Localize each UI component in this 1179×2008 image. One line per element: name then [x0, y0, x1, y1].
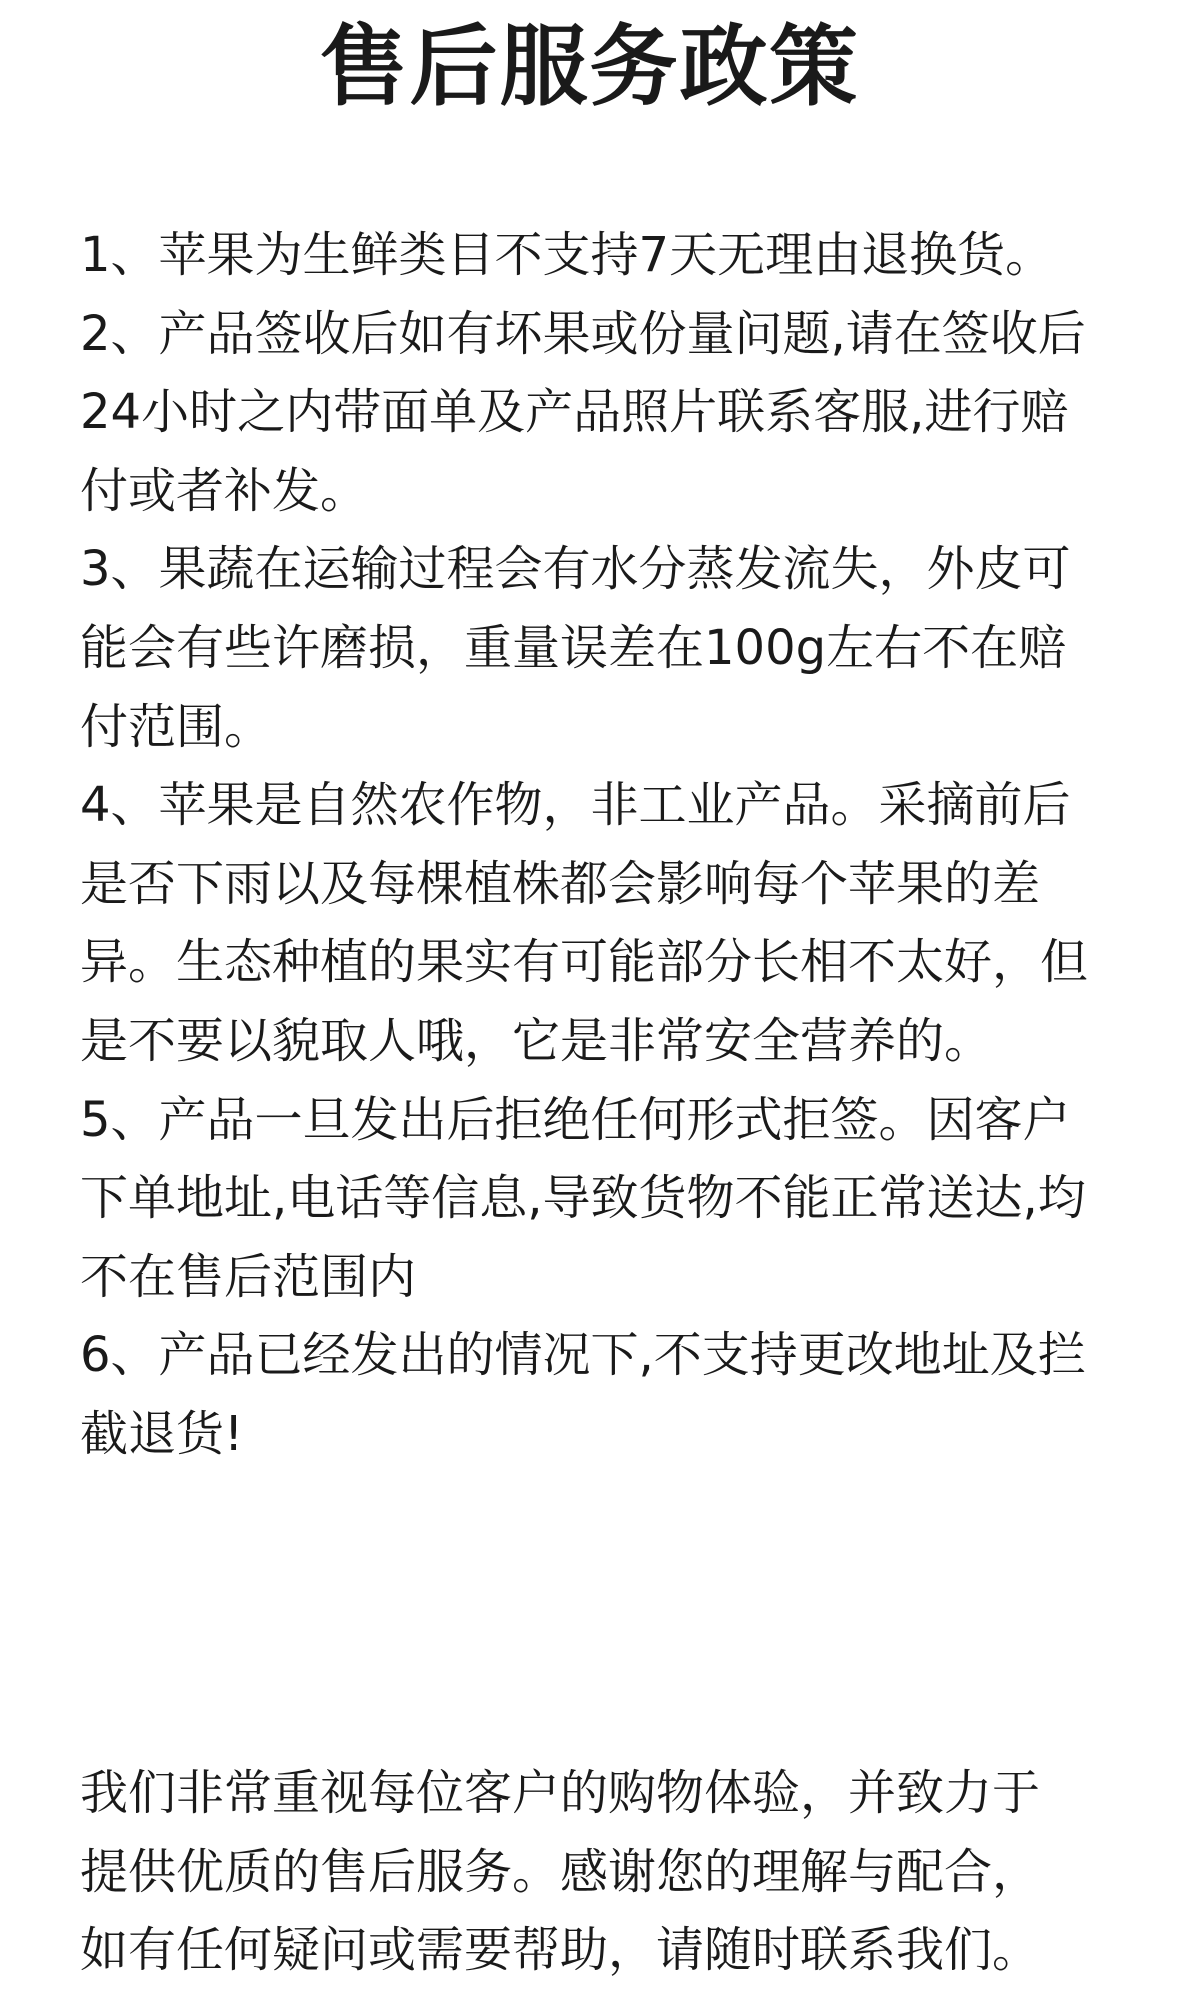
policy-item-1: 1、苹果为生鲜类目不支持7天无理由退换货。 [80, 227, 1054, 283]
policy-item-6: 6、产品已经发出的情况下,不支持更改地址及拦截退货! [80, 1327, 1086, 1462]
policy-item-4: 4、苹果是自然农作物，非工业产品。采摘前后是否下雨以及每棵植株都会影响每个苹果的差异。生态种植的果实有可能部分长相不太好，但是不要以貌取人哦，它是非常安全营养的。 [80, 777, 1089, 1069]
page-title: 售后服务政策 [319, 15, 860, 118]
policy-item-2: 2、产品签收后如有坏果或份量问题,请在签收后24小时之内带面单及产品照片联系客服,进行赔付或者补发。 [80, 305, 1086, 519]
policy-item-5: 5、产品一旦发出后拒绝任何形式拒签。因客户下单地址,电话等信息,导致货物不能正常送达,均不在售后范围内 [80, 1091, 1086, 1305]
policy-list [80, 216, 1110, 1474]
policy-item-3: 3、果蔬在运输过程会有水分蒸发流失，外皮可能会有些许磨损，重量误差在100g左右不在赔付范围。 [80, 541, 1071, 755]
closing-paragraph: 我们非常重视每位客户的购物体验，并致力于提供优质的售后服务。感谢您的理解与配合，如有任何疑问或需要帮助，请随时联系我们。 [80, 1765, 1041, 1979]
